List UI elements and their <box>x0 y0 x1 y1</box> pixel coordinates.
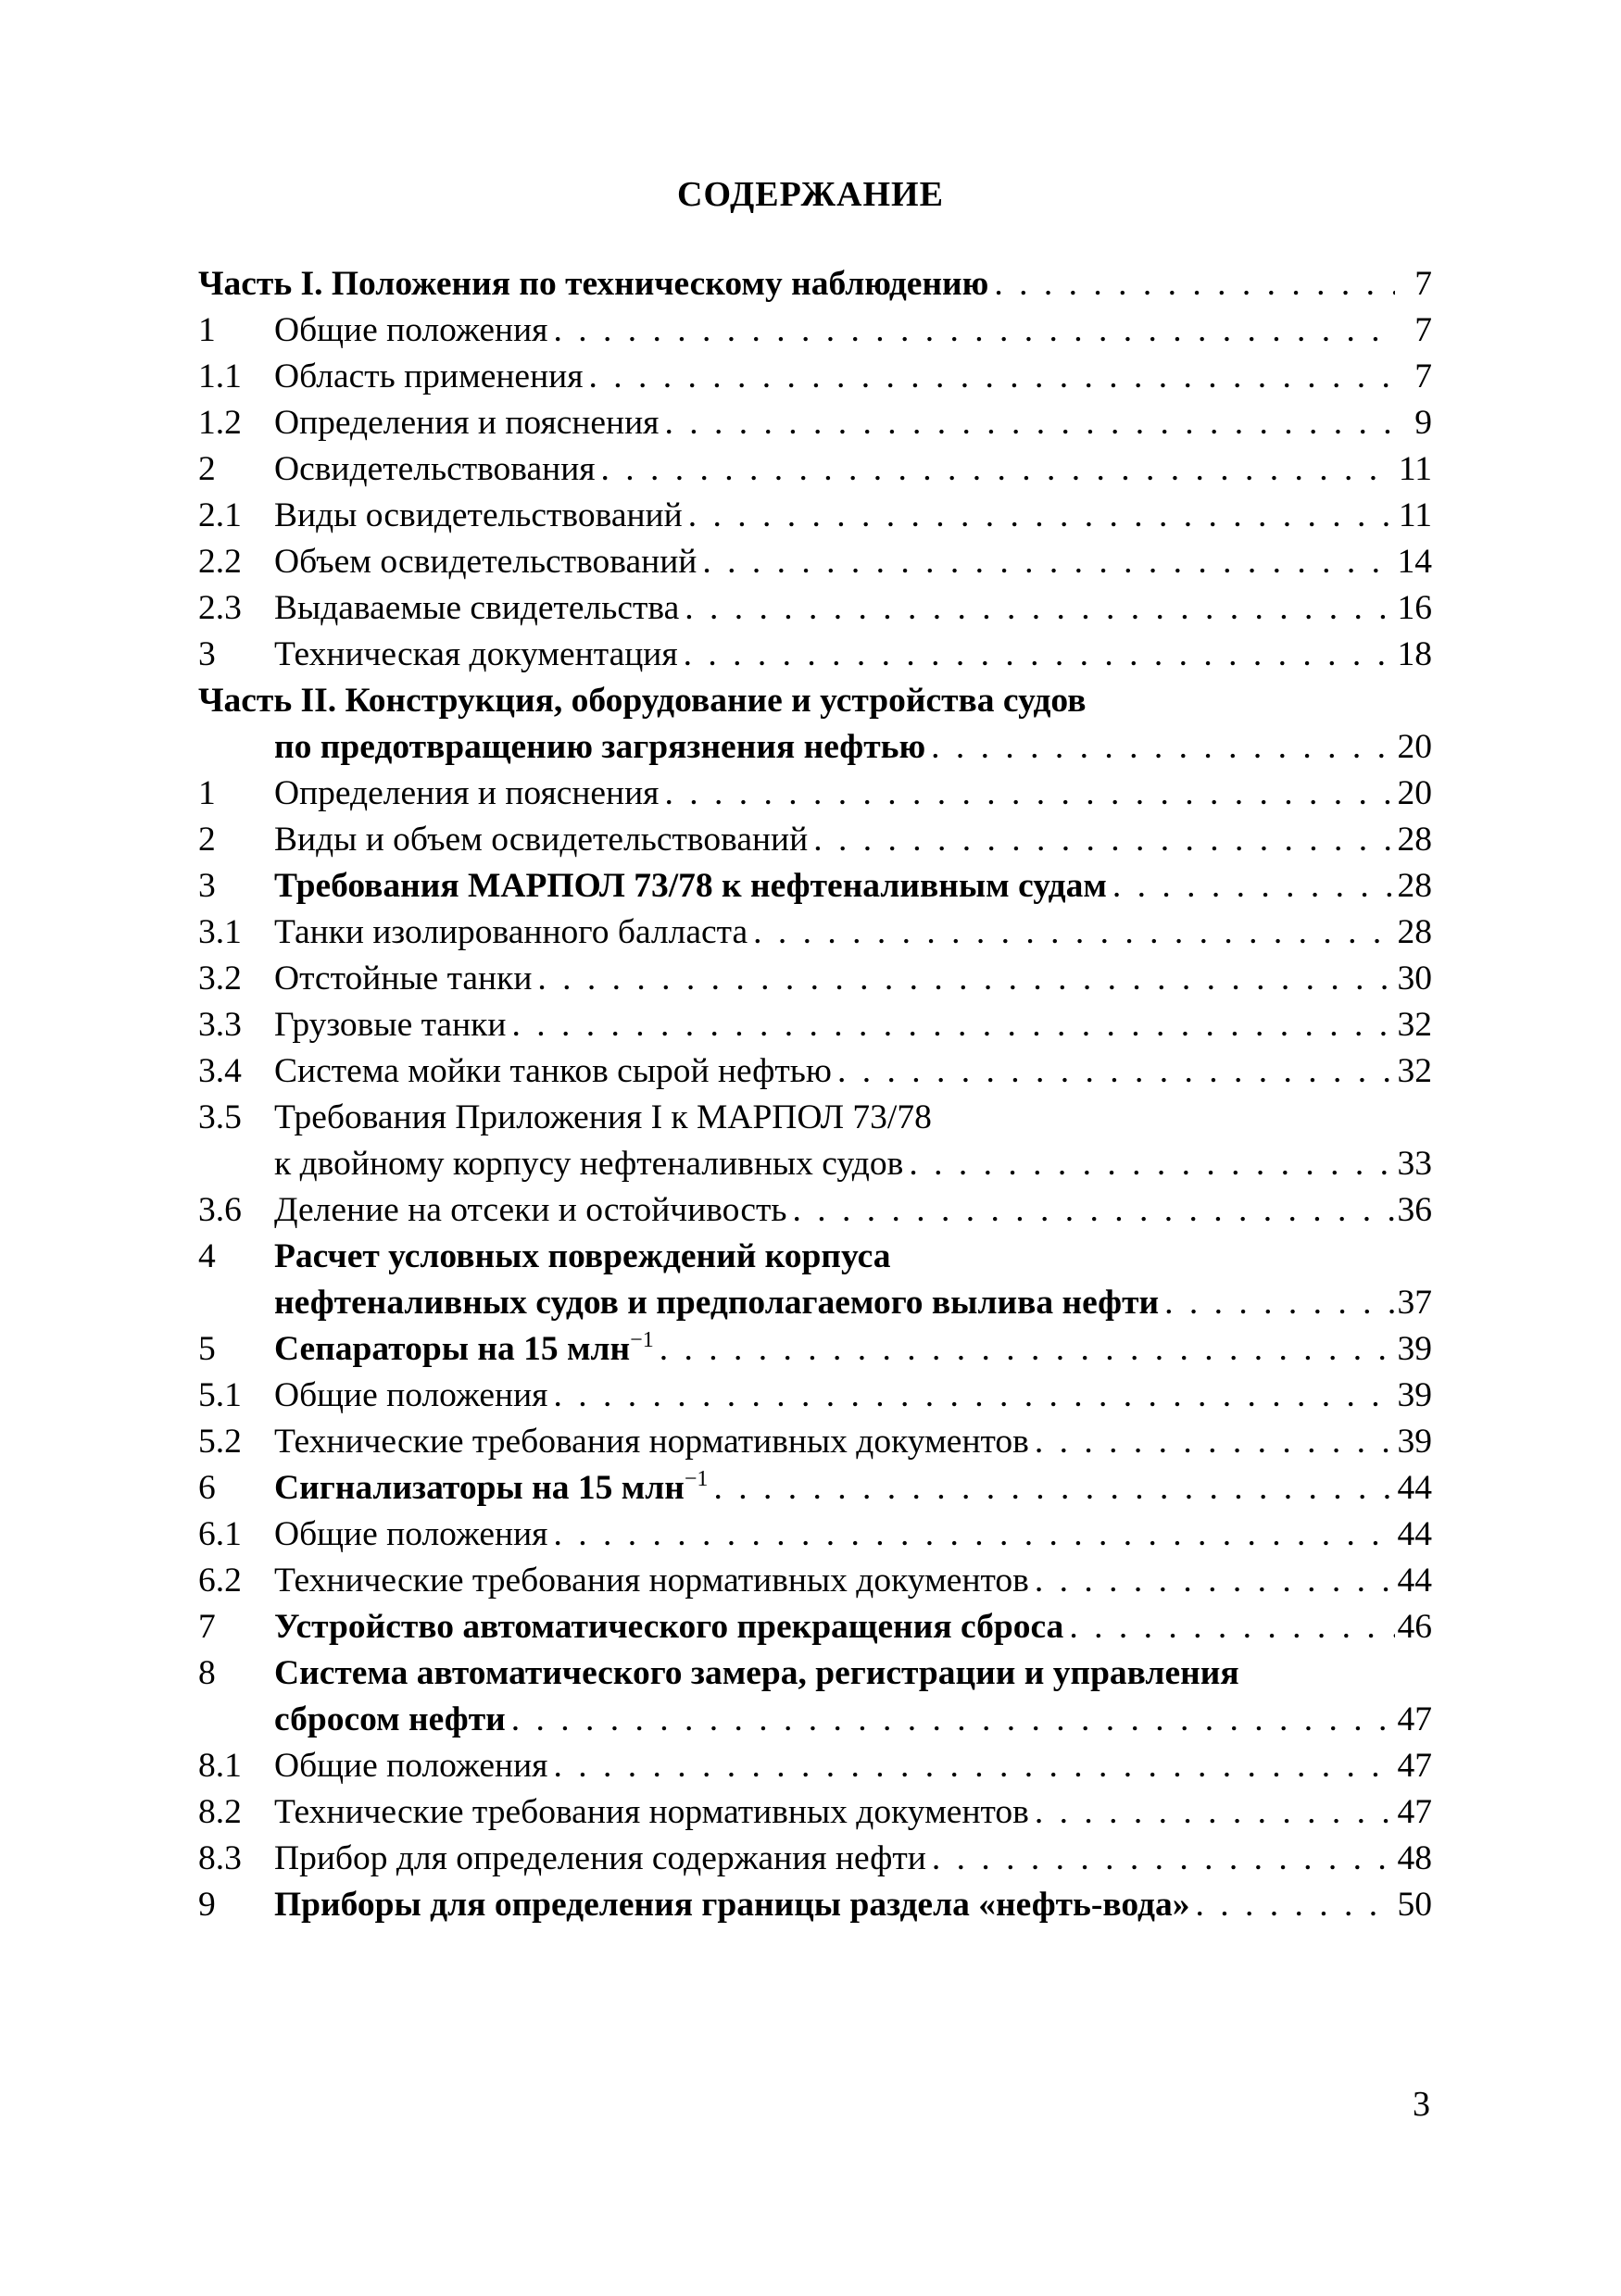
toc-entry-number: 3 <box>198 635 216 673</box>
toc-entry-number: 1 <box>198 774 216 812</box>
toc-entry-page: 47 <box>1397 1793 1432 1831</box>
toc-entry <box>198 1697 1432 1743</box>
page-number: 3 <box>1413 2085 1430 2124</box>
toc-dot-leader <box>506 1002 1395 1048</box>
toc-entry-number: 7 <box>198 1608 216 1646</box>
toc-dot-leader <box>697 539 1395 585</box>
toc-entry-page: 7 <box>1414 311 1432 349</box>
toc-entry-number: 2 <box>198 821 216 859</box>
toc-entry-title-text: Танки изолированного балласта <box>274 913 748 951</box>
toc-dot-leader <box>547 307 1395 354</box>
toc-entry-number: 2.3 <box>198 589 242 627</box>
toc-entry-title <box>274 1558 1029 1604</box>
toc-entry-title <box>274 354 583 400</box>
toc-entry-title-text: Отстойные танки <box>274 960 533 997</box>
toc-entry-title <box>274 863 1107 910</box>
toc-dot-leader <box>708 1465 1395 1512</box>
toc-entry <box>198 1465 1432 1512</box>
toc-entry <box>198 817 1432 863</box>
toc-entry <box>198 1512 1432 1558</box>
toc-dot-leader <box>679 585 1395 632</box>
toc-entry <box>198 1234 1432 1280</box>
toc-entry <box>198 1187 1432 1234</box>
toc-entry <box>198 910 1432 956</box>
toc-dot-leader <box>659 771 1395 817</box>
toc-entry-title-text: Требования МАРПОЛ 73/78 к нефтеналивным судам <box>274 867 1107 905</box>
toc-entry-title <box>274 1141 903 1187</box>
toc-entry-page: 39 <box>1397 1330 1432 1368</box>
toc-entry-title-text: Система автоматического замера, регистрации и управления <box>274 1654 1239 1692</box>
toc-dot-leader <box>926 1836 1395 1882</box>
toc-entry-page: 28 <box>1397 913 1432 951</box>
toc-entry-title-text: Выдаваемые свидетельства <box>274 589 680 627</box>
toc-entry-page: 36 <box>1397 1191 1432 1229</box>
toc-entry-number: 8.1 <box>198 1747 242 1785</box>
toc-entry <box>198 678 1432 724</box>
toc-entry-page: 28 <box>1397 821 1432 859</box>
toc-entry <box>198 585 1432 632</box>
toc-entry-title <box>198 261 988 307</box>
toc-entry-title-text: Расчет условных повреждений корпуса <box>274 1237 891 1275</box>
toc-entry-page: 47 <box>1397 1700 1432 1738</box>
toc-entry-title <box>274 910 748 956</box>
toc-dot-leader <box>532 956 1395 1002</box>
toc-entry <box>198 1095 1432 1141</box>
toc-entry-number: 5.2 <box>198 1423 242 1461</box>
toc-entry-page: 9 <box>1414 404 1432 442</box>
toc-entry-title <box>274 1234 890 1280</box>
toc-entry-title-text: Освидетельствования <box>274 450 596 488</box>
toc-entry-title-text: Сепараторы на 15 млн <box>274 1330 631 1368</box>
toc-dot-leader <box>786 1187 1395 1234</box>
toc-entry <box>198 1789 1432 1836</box>
toc-entry-number: 3 <box>198 867 216 905</box>
toc-entry-title-text: сбросом нефти <box>274 1700 506 1738</box>
toc-entry-number: 5 <box>198 1330 216 1368</box>
toc-entry-title-text: Сигнализаторы на 15 млн <box>274 1469 685 1507</box>
toc-entry-number: 1 <box>198 311 216 349</box>
toc-entry-page: 39 <box>1397 1423 1432 1461</box>
toc-entry-title <box>198 678 1087 724</box>
toc-dot-leader <box>547 1743 1395 1789</box>
toc-dot-leader <box>1029 1419 1395 1465</box>
toc-entry-number: 9 <box>198 1886 216 1924</box>
toc-entry-page: 46 <box>1397 1608 1432 1646</box>
toc-entry-title <box>274 1373 547 1419</box>
toc-entry-number: 5.1 <box>198 1376 242 1414</box>
toc-entry-title-text: Устройство автоматического прекращения сброса <box>274 1608 1064 1646</box>
toc-entry-number: 3.6 <box>198 1191 242 1229</box>
toc-entry <box>198 632 1432 678</box>
toc-entry-title-text: Общие положения <box>274 1747 548 1785</box>
toc-dot-leader <box>547 1512 1395 1558</box>
toc-entry <box>198 1650 1432 1697</box>
toc-entry-title <box>274 307 547 354</box>
toc-dot-leader <box>659 400 1395 446</box>
toc-entry-title <box>274 771 659 817</box>
toc-dot-leader <box>1029 1558 1395 1604</box>
toc-entry-number: 8.2 <box>198 1793 242 1831</box>
toc-entry <box>198 1743 1432 1789</box>
toc-dot-leader <box>1029 1789 1395 1836</box>
toc-entry <box>198 261 1432 307</box>
toc-entry-number: 2.1 <box>198 496 242 534</box>
toc-entry-title <box>274 956 532 1002</box>
toc-entry-title-text: Технические требования нормативных документов <box>274 1793 1029 1831</box>
toc-dot-leader <box>832 1048 1395 1095</box>
toc-entry <box>198 1002 1432 1048</box>
toc-entry-number: 3.4 <box>198 1052 242 1090</box>
toc-entry <box>198 1048 1432 1095</box>
toc-entry-title-text: Область применения <box>274 358 584 395</box>
toc-entry-page: 39 <box>1397 1376 1432 1414</box>
toc-entry-title <box>274 446 596 493</box>
toc-entry-number: 2.2 <box>198 543 242 581</box>
toc-entry-title-text: Определения и пояснения <box>274 404 660 442</box>
toc-entry-number: 6.2 <box>198 1562 242 1600</box>
toc-entry-page: 32 <box>1397 1052 1432 1090</box>
toc-entry-title <box>274 400 659 446</box>
toc-entry <box>198 1141 1432 1187</box>
toc-entry-title-text: нефтеналивных судов и предполагаемого вылива нефти <box>274 1284 1160 1322</box>
toc-entry-title-text: Прибор для определения содержания нефти <box>274 1839 926 1877</box>
toc-entry-number: 3.2 <box>198 960 242 997</box>
toc-entry-title <box>274 1048 832 1095</box>
toc-entry-title <box>274 1604 1063 1650</box>
toc-entry-superscript: −1 <box>684 1467 709 1491</box>
toc-entry-page: 44 <box>1397 1515 1432 1553</box>
toc-entry-title-text: Виды освидетельствований <box>274 496 683 534</box>
toc-entry <box>198 1882 1432 1928</box>
toc-entry-number: 1.2 <box>198 404 242 442</box>
toc-entry-title-text: Определения и пояснения <box>274 774 660 812</box>
toc-entry <box>198 400 1432 446</box>
toc-entry-page: 44 <box>1397 1562 1432 1600</box>
toc-entry-title <box>274 1512 547 1558</box>
toc-entry-title <box>274 539 697 585</box>
toc-dot-leader <box>583 354 1395 400</box>
toc-entry <box>198 863 1432 910</box>
toc-entry-title <box>274 1002 506 1048</box>
toc-entry-title <box>274 585 679 632</box>
toc-entry-title-text: Общие положения <box>274 1515 548 1553</box>
toc-entry-page: 50 <box>1397 1886 1432 1924</box>
toc-entry-title-text: Общие положения <box>274 311 548 349</box>
toc-entry-page: 33 <box>1397 1145 1432 1183</box>
toc-entry-title <box>274 1465 708 1512</box>
toc-entry-title-text: Система мойки танков сырой нефтью <box>274 1052 832 1090</box>
toc-dot-leader <box>1063 1604 1395 1650</box>
toc-dot-leader <box>1190 1882 1395 1928</box>
toc-entry-title-text: Часть II. Конструкция, оборудование и устройства судов <box>198 682 1087 720</box>
toc-entry <box>198 446 1432 493</box>
toc-entry-page: 32 <box>1397 1006 1432 1044</box>
toc-entry-number: 3.1 <box>198 913 242 951</box>
toc-entry-number: 8 <box>198 1654 216 1692</box>
toc-dot-leader <box>654 1326 1395 1373</box>
toc-entry-page: 14 <box>1397 543 1432 581</box>
toc-entry-title <box>274 1419 1029 1465</box>
toc-entry-title <box>274 493 683 539</box>
toc-entry-title-text: Виды и объем освидетельствований <box>274 821 809 859</box>
toc-entry-title <box>274 1743 547 1789</box>
toc-dot-leader <box>596 446 1395 493</box>
toc-entry-title-text: Требования Приложения I к МАРПОЛ 73/78 <box>274 1098 932 1136</box>
toc-entry <box>198 724 1432 771</box>
toc-entry-page: 47 <box>1397 1747 1432 1785</box>
toc-entry <box>198 1836 1432 1882</box>
toc-entry-title-text: Объем освидетельствований <box>274 543 697 581</box>
toc-entry-title-text: Часть I. Положения по техническому наблюдению <box>198 265 989 303</box>
toc-entry-title <box>274 817 808 863</box>
toc-dot-leader <box>1107 863 1395 910</box>
toc-entry-title-text: к двойному корпусу нефтеналивных судов <box>274 1145 904 1183</box>
toc-entry-number: 2 <box>198 450 216 488</box>
toc-dot-leader <box>506 1697 1395 1743</box>
toc-entry <box>198 956 1432 1002</box>
toc-entry-page: 48 <box>1397 1839 1432 1877</box>
toc-entry-title <box>274 1882 1190 1928</box>
toc-entry <box>198 1326 1432 1373</box>
toc-entry-number: 6 <box>198 1469 216 1507</box>
table-of-contents <box>198 261 1432 1928</box>
toc-entry-page: 18 <box>1397 635 1432 673</box>
toc-entry-page: 7 <box>1414 265 1432 303</box>
toc-entry-page: 30 <box>1397 960 1432 997</box>
toc-entry <box>198 771 1432 817</box>
toc-entry-page: 11 <box>1398 496 1432 534</box>
toc-entry <box>198 1280 1432 1326</box>
toc-entry-page: 28 <box>1397 867 1432 905</box>
toc-dot-leader <box>808 817 1395 863</box>
toc-entry-title <box>274 1095 932 1141</box>
toc-entry-number: 8.3 <box>198 1839 242 1877</box>
toc-dot-leader <box>925 724 1395 771</box>
toc-entry-page: 7 <box>1414 358 1432 395</box>
toc-dot-leader <box>683 493 1395 539</box>
toc-entry-number: 4 <box>198 1237 216 1275</box>
toc-entry-title-text: Техническая документация <box>274 635 678 673</box>
toc-entry-number: 6.1 <box>198 1515 242 1553</box>
toc-entry-title-text: Приборы для определения границы раздела «нефть-вода» <box>274 1886 1190 1924</box>
toc-entry-number: 3.5 <box>198 1098 242 1136</box>
toc-entry-title <box>274 1326 654 1373</box>
toc-entry-title-text: Деление на отсеки и остойчивость <box>274 1191 787 1229</box>
toc-entry-page: 20 <box>1397 774 1432 812</box>
toc-dot-leader <box>903 1141 1395 1187</box>
toc-entry-title <box>274 1789 1029 1836</box>
toc-entry <box>198 1373 1432 1419</box>
toc-entry-title-text: Общие положения <box>274 1376 548 1414</box>
toc-entry-page: 44 <box>1397 1469 1432 1507</box>
toc-entry-title <box>274 724 925 771</box>
toc-title: СОДЕРЖАНИЕ <box>677 175 944 214</box>
toc-entry-number: 1.1 <box>198 358 242 395</box>
toc-entry-title <box>274 1187 786 1234</box>
toc-entry <box>198 539 1432 585</box>
toc-entry <box>198 493 1432 539</box>
toc-dot-leader <box>988 261 1395 307</box>
toc-entry-title <box>274 1280 1159 1326</box>
toc-entry-title <box>274 632 678 678</box>
toc-entry-page: 20 <box>1397 728 1432 766</box>
toc-entry-title-text: по предотвращению загрязнения нефтью <box>274 728 926 766</box>
toc-entry-title-text: Технические требования нормативных документов <box>274 1423 1029 1461</box>
toc-entry-title <box>274 1836 926 1882</box>
toc-entry-title-text: Грузовые танки <box>274 1006 507 1044</box>
toc-entry-title-text: Технические требования нормативных документов <box>274 1562 1029 1600</box>
toc-entry <box>198 1604 1432 1650</box>
toc-entry <box>198 354 1432 400</box>
toc-entry <box>198 307 1432 354</box>
toc-entry-page: 11 <box>1398 450 1432 488</box>
toc-entry-superscript: −1 <box>630 1328 654 1352</box>
toc-entry-number: 3.3 <box>198 1006 242 1044</box>
toc-entry-title <box>274 1697 506 1743</box>
toc-entry-page: 37 <box>1397 1284 1432 1322</box>
toc-dot-leader <box>678 632 1395 678</box>
toc-dot-leader <box>748 910 1395 956</box>
toc-entry <box>198 1558 1432 1604</box>
toc-entry-title <box>274 1650 1239 1697</box>
toc-dot-leader <box>1159 1280 1395 1326</box>
toc-entry-page: 16 <box>1397 589 1432 627</box>
toc-entry <box>198 1419 1432 1465</box>
toc-dot-leader <box>547 1373 1395 1419</box>
